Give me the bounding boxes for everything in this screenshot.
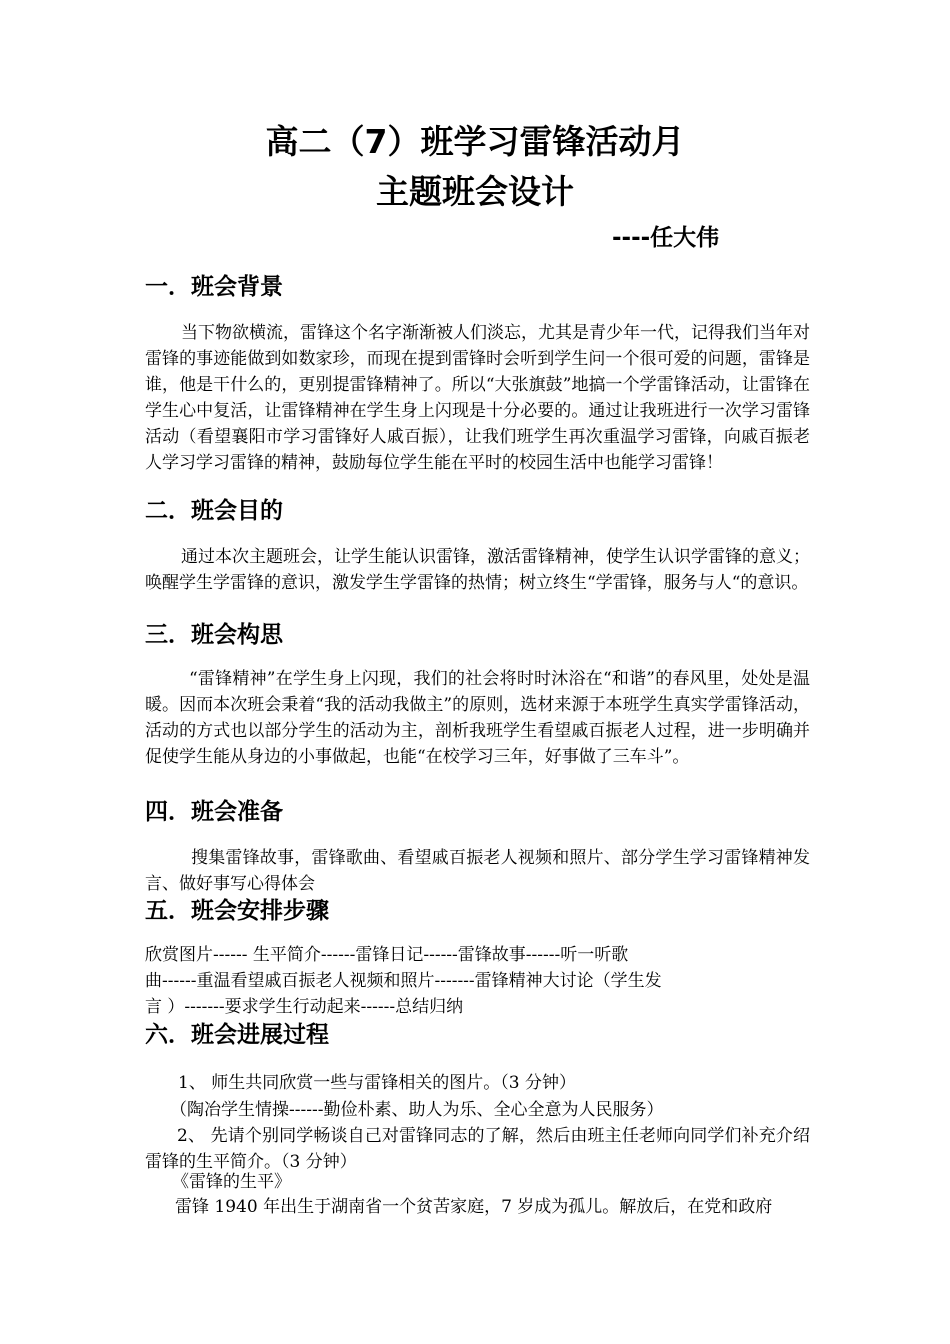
section-heading-steps: 五．班会安排步骤	[145, 898, 329, 924]
document-title: 高二（7）班学习雷锋活动月	[265, 122, 685, 161]
document-subtitle: 主题班会设计	[376, 172, 574, 211]
process-item-1-note: （陶冶学生情操------勤俭朴素、助人为乐、全心全意为人民服务）	[170, 1100, 664, 1120]
process-item-1: 1、 师生共同欣赏一些与雷锋相关的图片。（3 分钟）	[178, 1073, 576, 1093]
section-heading-purpose: 二．班会目的	[145, 498, 283, 524]
bio-paragraph: 雷锋 1940 年出生于湖南省一个贫苦家庭，7 岁成为孤儿。解放后，在党和政府	[175, 1197, 773, 1217]
concept-paragraph: “雷锋精神”在学生身上闪现，我们的社会将时时沐浴在“和谐”的春风里，处处是温暖。因而本次班会秉着“我的活动我做主”的原则，选材来源于本班学生真实学雷锋活动，活动的方式也以部分学生的活动为主，剖析我班学生看望戚百振老人过程，进一步明确并促使学生能从身边的小事做起，也能“在校学习三年，好事做了三车斗”。	[145, 669, 810, 767]
preparation-paragraph: 搜集雷锋故事，雷锋歌曲、看望戚百振老人视频和照片、部分学生学习雷锋精神发言、做好事写心得体会	[145, 848, 810, 894]
section-heading-background: 一．班会背景	[145, 274, 283, 300]
background-paragraph: 当下物欲横流，雷锋这个名字渐渐被人们淡忘，尤其是青少年一代，记得我们当年对雷锋的事迹能做到如数家珍，而现在提到雷锋时会听到学生问一个很可爱的问题，雷锋是谁，他是干什么的，更别提雷锋精神了。所以“大张旗鼓”地搞一个学雷锋活动，让雷锋在学生心中复活，让雷锋精神在学生身上闪现是十分必要的。通过让我班进行一次学习雷锋活动（看望襄阳市学习雷锋好人戚百振），让我们班学生再次重温学习雷锋，向戚百振老人学习学习雷锋的精神，鼓励每位学生能在平时的校园生活中也能学习雷锋！	[145, 323, 810, 473]
steps-line-3: 言 ）-------要求学生行动起来------总结归纳	[145, 997, 464, 1017]
steps-line-2: 曲------重温看望戚百振老人视频和照片-------雷锋精神大讨论（学生发	[145, 971, 662, 991]
section-heading-process: 六．班会进展过程	[145, 1022, 329, 1048]
steps-line-1: 欣赏图片------ 生平简介------雷锋日记------雷锋故事------听一听歌	[145, 945, 629, 965]
bio-title: 《雷锋的生平》	[172, 1172, 291, 1192]
process-item-2: 2、 先请个别同学畅谈自己对雷锋同志的了解，然后由班主任老师向同学们补充介绍雷锋的生平简介。（3 分钟）	[145, 1126, 810, 1172]
section-heading-preparation: 四．班会准备	[145, 799, 283, 825]
author-line: ----任大伟	[612, 225, 720, 251]
purpose-paragraph: 通过本次主题班会，让学生能认识雷锋，激活雷锋精神，使学生认识学雷锋的意义；唤醒学生学雷锋的意识，激发学生学雷锋的热情；树立终生“学雷锋，服务与人“的意识。	[145, 547, 810, 593]
section-heading-concept: 三．班会构思	[145, 622, 283, 648]
